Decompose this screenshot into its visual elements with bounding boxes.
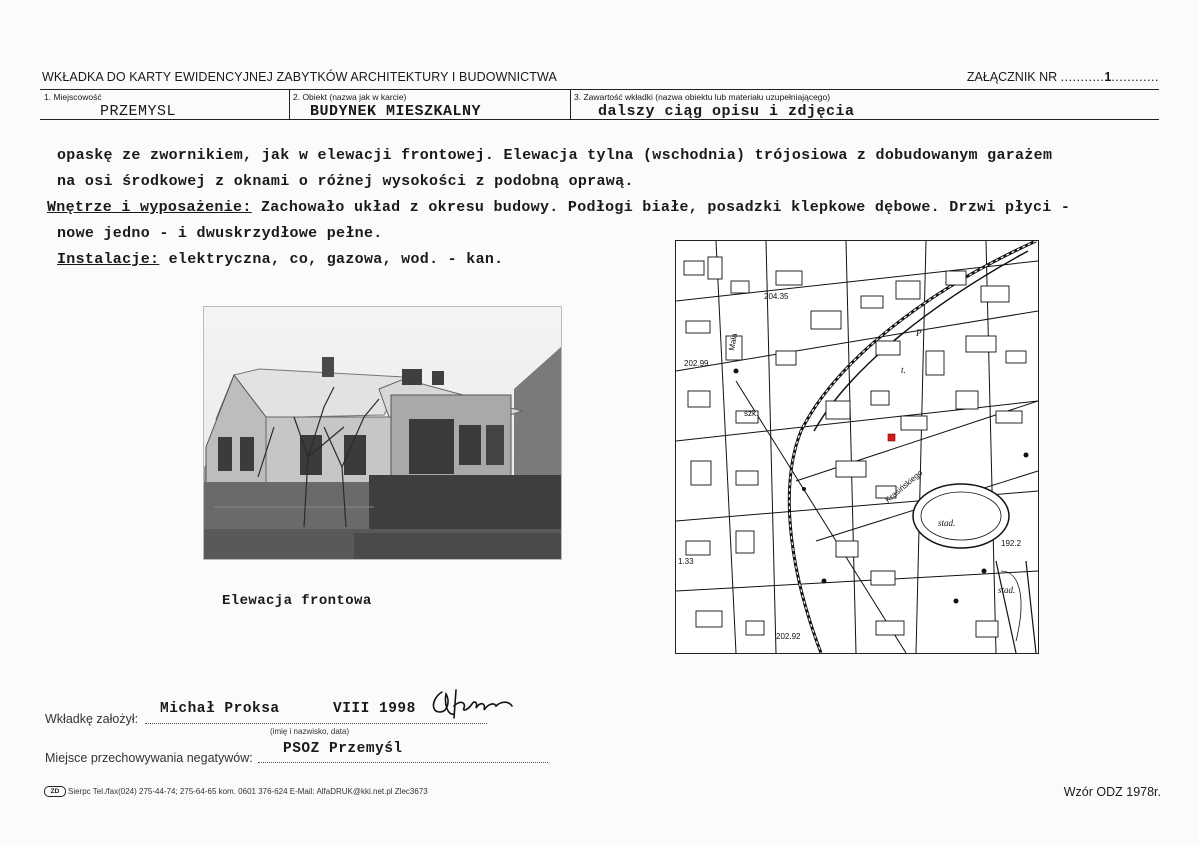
- map-label-street-krasinskiego: Krasińskiego: [883, 468, 925, 505]
- field-object-label: 2. Obiekt (nazwa jak w karcie): [293, 92, 407, 102]
- location-map: [675, 240, 1039, 654]
- author-name: Michał Proksa: [160, 701, 280, 717]
- author-dotted-line: [145, 723, 487, 724]
- map-label-street-mala: Mała: [727, 332, 739, 352]
- interior-text: Zachowało układ z okresu budowy. Podłogi białe, posadzki klepkowe dębowe. Drzwi płyci -: [251, 199, 1071, 216]
- author-hint: (imię i nazwisko, data): [270, 727, 350, 736]
- description-line-4: nowe jedno - i dwuskrzydłowe pełne.: [57, 225, 383, 242]
- author-signature: [428, 684, 523, 720]
- map-label-p: P: [916, 328, 922, 338]
- printer-logo-text: ZD: [50, 788, 60, 795]
- interior-heading: Wnętrze i wyposażenie:: [47, 199, 252, 216]
- map-label-elevation-1: 204.35: [764, 292, 789, 301]
- attachment-number-label: ZAŁĄCZNIK NR: [966, 70, 1058, 84]
- map-label-elevation-5: 1.33: [678, 557, 694, 566]
- map-label-stadium-1: stad.: [938, 518, 956, 528]
- printer-info: Sierpc Tel./fax(024) 275-44-74; 275-64-65 kom. 0601 376-624 E-Mail: AlfaDRUK@kki.net.pl Zlec3673: [68, 787, 428, 796]
- field-place-label: 1. Miejscowość: [44, 92, 102, 102]
- author-label: Wkładkę założył:: [45, 712, 139, 726]
- printer-logo: [44, 786, 66, 797]
- description-line-3: [47, 195, 1167, 221]
- installations-heading: Instalacje:: [57, 251, 160, 268]
- installations-text: elektryczna, co, gazowa, wod. - kan.: [159, 251, 504, 268]
- map-label-elevation-2: 202.99: [684, 359, 709, 368]
- map-label-t: t.: [901, 365, 906, 375]
- negatives-location: PSOZ Przemyśl: [283, 741, 403, 757]
- map-label-elevation-3: 192.2: [1001, 539, 1022, 548]
- header-divider-2: [570, 90, 571, 120]
- form-template-id: Wzór ODZ 1978r.: [1063, 785, 1161, 799]
- negatives-label: Miejsce przechowywania negatywów:: [45, 751, 253, 765]
- field-content-value: dalszy ciąg opisu i zdjęcia: [598, 103, 855, 120]
- description-line-2: na osi środkowej z oknami o różnej wysokości z podobną oprawą.: [57, 173, 634, 190]
- author-date: VIII 1998: [333, 701, 416, 717]
- field-place-value: PRZEMYSL: [100, 103, 177, 120]
- header-top-rule: [40, 89, 1159, 90]
- map-label-stadium-2: stad.: [998, 585, 1016, 595]
- map-label-school: szk.: [744, 409, 759, 418]
- attachment-dots-before: ...........: [1060, 70, 1105, 84]
- negatives-dotted-line: [258, 762, 548, 763]
- field-object-value: BUDYNEK MIESZKALNY: [310, 103, 482, 120]
- attachment-number: [967, 70, 1159, 84]
- map-label-elevation-4: 202.92: [776, 632, 801, 641]
- header-divider-1: [289, 90, 290, 120]
- form-title: WKŁADKA DO KARTY EWIDENCYJNEJ ZABYTKÓW ARCHITEKTURY I BUDOWNICTWA: [42, 70, 557, 84]
- photo-caption: Elewacja frontowa: [222, 593, 372, 609]
- attachment-dots-after: ............: [1111, 70, 1159, 84]
- attachment-number-value: 1: [1104, 70, 1112, 84]
- description-line-1: opaskę ze zwornikiem, jak w elewacji frontowej. Elewacja tylna (wschodnia) trójosiowa z dobudowanym garażem: [57, 147, 1053, 164]
- field-content-label: 3. Zawartość wkładki (nazwa obiektu lub materiału uzupełniającego): [574, 92, 831, 102]
- building-photo: [203, 306, 562, 560]
